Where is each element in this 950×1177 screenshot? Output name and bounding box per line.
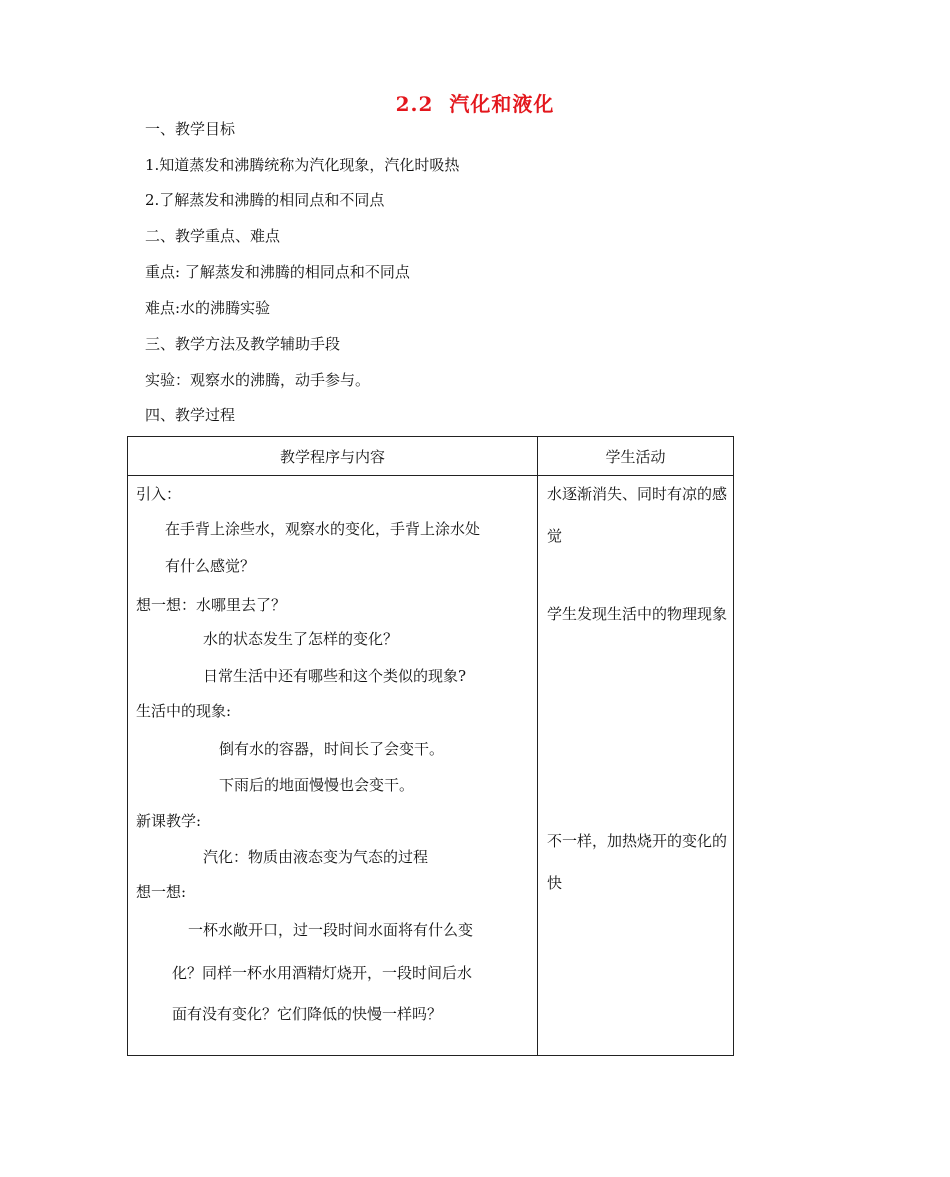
content-line: 想一想: [136, 883, 187, 901]
content-line: 引入： [136, 485, 182, 503]
content-line: 一杯水敞开口，过一段时间水面将有什么变 [188, 921, 474, 939]
section-heading-goals: 一、教学目标 [145, 120, 236, 138]
content-line: 汽化：物质由液态变为气态的过程 [203, 848, 429, 866]
content-line: 在手背上涂些水，观察水的变化，手背上涂水处 [165, 520, 481, 538]
title-number: 2.2 [395, 92, 434, 116]
activity-note: 学生发现生活中的物理现象 [547, 605, 728, 623]
goal-item-2: 2.了解蒸发和沸腾的相同点和不同点 [145, 191, 385, 209]
content-line: 日常生活中还有哪些和这个类似的现象? [203, 667, 467, 685]
header-activity: 学生活动 [538, 437, 734, 476]
section-heading-process: 四、教学过程 [145, 406, 236, 424]
content-line: 倒有水的容器，时间长了会变干。 [219, 740, 445, 758]
section-heading-methods: 三、教学方法及教学辅助手段 [145, 335, 341, 353]
experiment-line: 实验：观察水的沸腾，动手参与。 [145, 371, 371, 389]
content-line: 有什么感觉？ [165, 557, 256, 575]
content-line: 下雨后的地面慢慢也会变干。 [219, 776, 415, 794]
activity-cell [538, 476, 734, 1056]
key-point: 重点: 了解蒸发和沸腾的相同点和不同点 [145, 263, 410, 281]
content-line: 水的状态发生了怎样的变化？ [203, 630, 399, 648]
activity-note: 不一样，加热烧开的变化的快 [547, 832, 728, 892]
section-heading-keypoints: 二、教学重点、难点 [145, 227, 281, 245]
header-content: 教学程序与内容 [128, 437, 538, 476]
content-line: 新课教学: [136, 812, 202, 830]
content-line: 面有没有变化？它们降低的快慢一样吗？ [172, 1005, 443, 1023]
content-line: 化？同样一杯水用酒精灯烧开，一段时间后水 [172, 964, 473, 982]
content-line: 生活中的现象: [136, 702, 232, 720]
activity-note: 水逐渐消失、同时有凉的感觉 [547, 485, 728, 545]
goal-item-1: 1.知道蒸发和沸腾统称为汽化现象，汽化时吸热 [145, 156, 460, 174]
lesson-table [127, 436, 734, 1056]
page-title [0, 88, 950, 117]
content-cell [128, 476, 538, 1056]
content-line: 想一想：水哪里去了？ [136, 596, 287, 614]
title-text: 汽化和液化 [449, 92, 555, 116]
difficult-point: 难点:水的沸腾实验 [145, 299, 271, 317]
